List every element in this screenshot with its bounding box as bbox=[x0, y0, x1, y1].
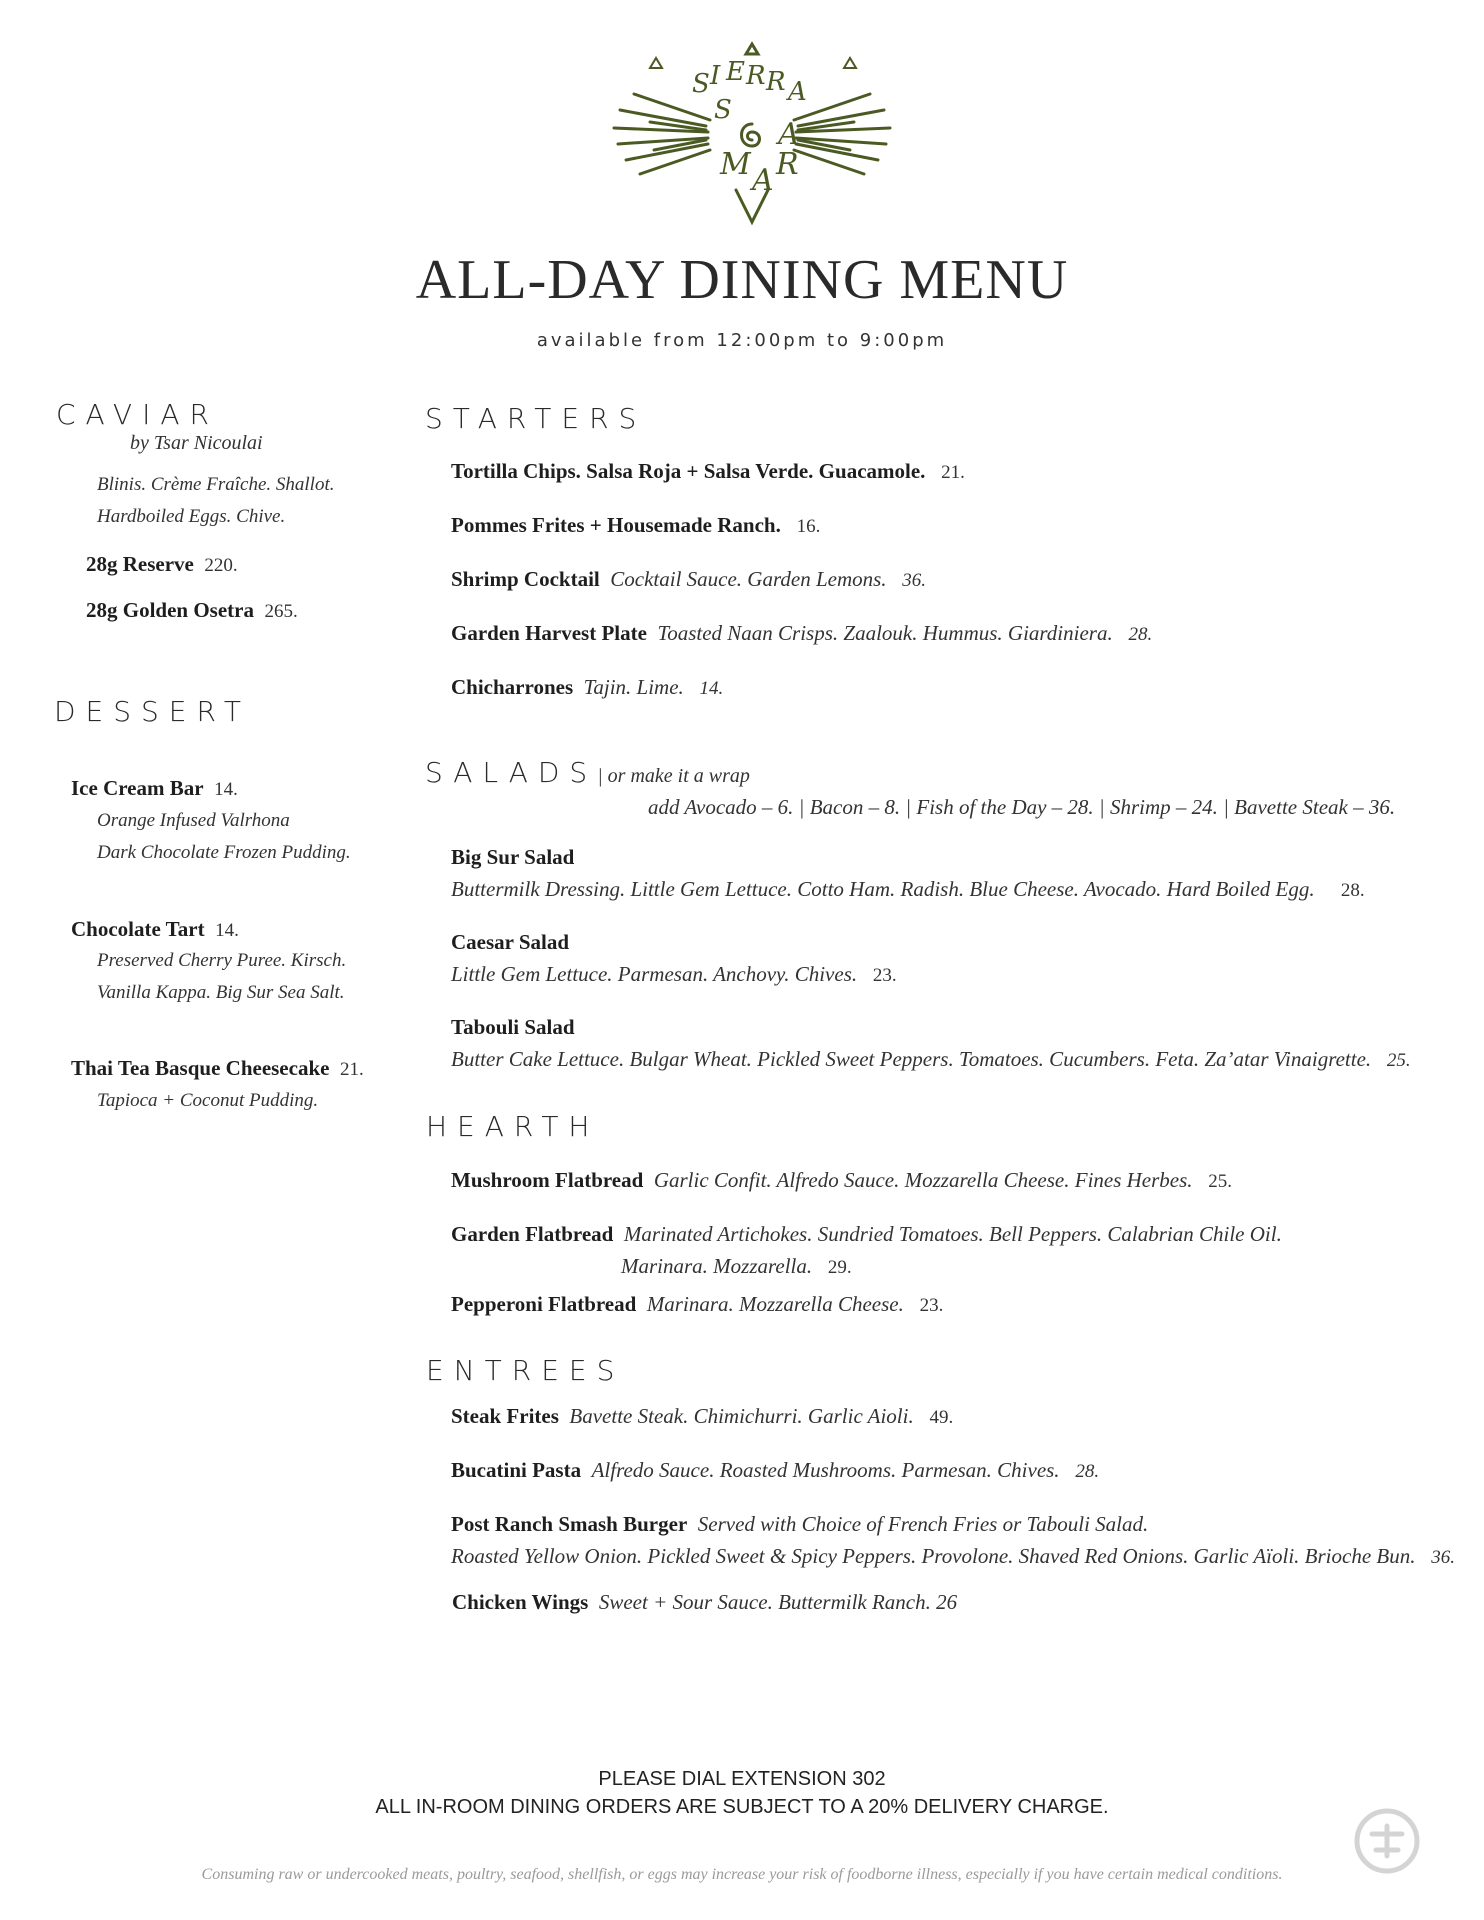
caviar-item: 28g Reserve 220. bbox=[86, 552, 238, 576]
svg-text:E: E bbox=[726, 57, 745, 87]
caviar-item: 28g Golden Osetra 265. bbox=[86, 598, 298, 622]
dessert-desc: Vanilla Kappa. Big Sur Sea Salt. bbox=[97, 982, 345, 1003]
svg-text:A: A bbox=[778, 117, 800, 152]
salad-item-desc: Buttermilk Dressing. Little Gem Lettuce. Cotto Ham. Radish. Blue Cheese. Avocado. Hard Boiled Egg. 28. bbox=[451, 877, 1365, 901]
page-title: ALL-DAY DINING MENU bbox=[415, 249, 1069, 311]
dessert-item: Thai Tea Basque Cheesecake 21. bbox=[71, 1056, 364, 1080]
caviar-desc-line1: Blinis. Crème Fraîche. Shallot. bbox=[97, 474, 335, 495]
extension-notice: PLEASE DIAL EXTENSION 302 bbox=[598, 1768, 886, 1790]
svg-text:S: S bbox=[714, 95, 732, 125]
entree-item: Steak Frites Bavette Steak. Chimichurri. Garlic Aioli. 49. bbox=[451, 1404, 954, 1428]
hearth-item: Garden Flatbread Marinated Artichokes. Sundried Tomatoes. Bell Peppers. Calabrian Chile Oil. bbox=[451, 1222, 1282, 1246]
entree-item-desc: Roasted Yellow Onion. Pickled Sweet & Spicy Peppers. Provolone. Shaved Red Onions. Garlic Aïoli. Brioche Bun. 36. bbox=[451, 1544, 1455, 1568]
dessert-desc: Preserved Cherry Puree. Kirsch. bbox=[97, 950, 347, 971]
svg-text:R: R bbox=[776, 147, 799, 182]
starter-item: Shrimp Cocktail Cocktail Sauce. Garden Lemons. 36. bbox=[451, 567, 927, 591]
wrap-option: | or make it a wrap bbox=[597, 765, 750, 787]
entree-item: Bucatini Pasta Alfredo Sauce. Roasted Mushrooms. Parmesan. Chives. 28. bbox=[451, 1458, 1100, 1482]
caviar-heading: CAVIAR bbox=[56, 398, 219, 431]
salad-item-name: Tabouli Salad bbox=[451, 1015, 575, 1039]
entrees-heading: ENTREES bbox=[426, 1354, 625, 1387]
sierra-mar-logo bbox=[610, 40, 894, 226]
entree-item: Chicken Wings Sweet + Sour Sauce. Buttermilk Ranch. 26 bbox=[452, 1590, 958, 1614]
svg-text:I: I bbox=[710, 61, 721, 91]
hearth-item-desc: Marinara. Mozzarella. 29. bbox=[621, 1254, 852, 1278]
dessert-heading: DESSERT bbox=[54, 695, 252, 728]
salad-item-desc: Butter Cake Lettuce. Bulgar Wheat. Pickled Sweet Peppers. Tomatoes. Cucumbers. Feta. Za’atar Vinaigrette. 25. bbox=[451, 1047, 1411, 1071]
caviar-desc-line2: Hardboiled Eggs. Chive. bbox=[97, 506, 286, 527]
availability-hours: available from 12:00pm to 9:00pm bbox=[536, 330, 948, 351]
salads-heading: SALADS bbox=[425, 756, 598, 789]
dessert-item: Chocolate Tart 14. bbox=[71, 917, 239, 941]
starter-item: Tortilla Chips. Salsa Roja + Salsa Verde. Guacamole. 21. bbox=[451, 459, 965, 483]
salad-item-name: Caesar Salad bbox=[451, 930, 570, 954]
hearth-item: Mushroom Flatbread Garlic Confit. Alfredo Sauce. Mozzarella Cheese. Fines Herbes. 25. bbox=[451, 1168, 1233, 1192]
salad-item-name: Big Sur Salad bbox=[451, 845, 575, 869]
svg-text:A: A bbox=[752, 163, 774, 198]
svg-text:R: R bbox=[746, 61, 766, 91]
emblem-icon bbox=[1352, 1806, 1422, 1876]
starter-item: Pommes Frites + Housemade Ranch. 16. bbox=[451, 513, 821, 537]
entree-item: Post Ranch Smash Burger Served with Choice of French Fries or Tabouli Salad. bbox=[451, 1512, 1149, 1536]
dessert-desc: Dark Chocolate Frozen Pudding. bbox=[97, 842, 351, 863]
food-safety-disclaimer: Consuming raw or undercooked meats, poultry, seafood, shellfish, or eggs may increase your risk of foodborne illness, especially if you have certain medical conditions. bbox=[201, 1866, 1283, 1883]
hearth-item: Pepperoni Flatbread Marinara. Mozzarella Cheese. 23. bbox=[451, 1292, 944, 1316]
hearth-heading: HEARTH bbox=[426, 1110, 600, 1143]
dessert-item: Ice Cream Bar 14. bbox=[71, 776, 238, 800]
delivery-charge-notice: ALL IN-ROOM DINING ORDERS ARE SUBJECT TO A 20% DELIVERY CHARGE. bbox=[375, 1796, 1109, 1818]
svg-text:A: A bbox=[788, 77, 807, 107]
salads-header bbox=[425, 756, 750, 789]
dessert-desc: Orange Infused Valrhona bbox=[97, 810, 290, 831]
dessert-desc: Tapioca + Coconut Pudding. bbox=[97, 1090, 319, 1111]
caviar-supplier: by Tsar Nicoulai bbox=[130, 432, 263, 454]
svg-text:R: R bbox=[766, 67, 786, 97]
salad-addons: add Avocado – 6. | Bacon – 8. | Fish of the Day – 28. | Shrimp – 24. | Bavette Steak – 36. bbox=[648, 795, 1396, 819]
starters-heading: STARTERS bbox=[425, 402, 647, 435]
salad-item-desc: Little Gem Lettuce. Parmesan. Anchovy. Chives. 23. bbox=[451, 962, 897, 986]
svg-text:M: M bbox=[720, 147, 751, 182]
starter-item: Garden Harvest Plate Toasted Naan Crisps. Zaalouk. Hummus. Giardiniera. 28. bbox=[451, 621, 1153, 645]
starter-item: Chicharrones Tajin. Lime. 14. bbox=[451, 675, 724, 699]
svg-text:S: S bbox=[692, 69, 710, 99]
